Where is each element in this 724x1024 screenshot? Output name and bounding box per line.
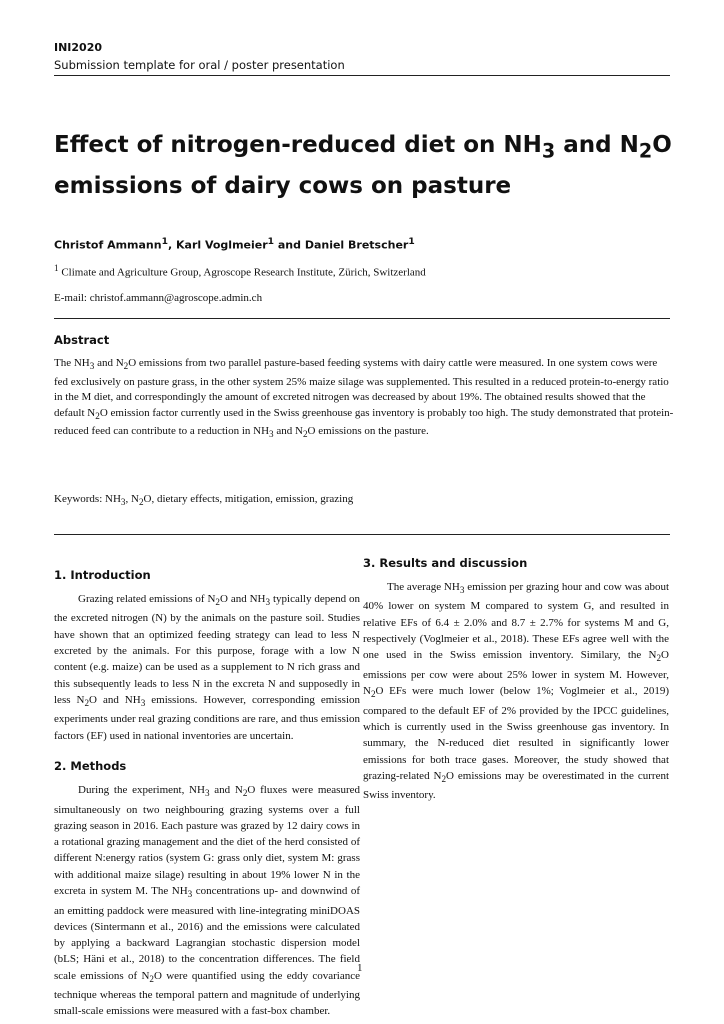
introduction-paragraph xyxy=(54,591,360,744)
abstract-body xyxy=(54,356,674,443)
affiliation xyxy=(54,263,426,279)
abstract-text-1: The NH xyxy=(54,357,90,369)
template-subtitle: Submission template for oral / poster presentation xyxy=(54,58,345,72)
intro-text-3: typically depend on the excreted nitrogen (N) by the animals on the pasture soil. Studies have shown that an optimized feeding strategy can lead to less N excreted by the animals. For this purpose, forage with a low N content (e.g. maize) can be used as a supplement to N rich grass and this subsequently leads to less N in the excreta N and supposedly in less N xyxy=(54,593,360,706)
results-text-2: emission per grazing hour and cow was about 40% lower on system M compared to system G, and resulted in relative EFs of 6.4 ± 2.0% and 8.7 ± 2.7% for systems M and G, respectively (Voglmeier et al., 2018). These EFs agree well with the one used in the Swiss emission inventory. Similary, the N xyxy=(363,581,670,662)
keywords-sub: 3 xyxy=(120,497,126,508)
intro-text-4: O and NH xyxy=(89,693,141,706)
right-column xyxy=(363,555,669,804)
keywords-text-1: Keywords: NH xyxy=(54,493,121,505)
methods-text-5: O were quantified using the eddy covariance technique whereas the temporal pattern and magnitude of underlying small-scale emissions were measured with a fast-box chamber. xyxy=(54,969,361,1018)
author-2: , Karl Voglmeier xyxy=(167,238,268,252)
results-text-4: O EFs were much lower (below 1%; Voglmeier et al., 2019) compared to the default EF of 2% provided by the IPCC guidelines, which is currently used in the Swiss greenhouse gas inventory. In summary, the N-reduced diet resulted in significantly lower emissions for both trace gases. Moreover, the study showed that grazing-related N xyxy=(363,685,669,782)
paper-title xyxy=(54,128,694,204)
author-3-sup: 1 xyxy=(408,236,415,247)
keywords-text-3: O, dietary effects, mitigation, emission, grazing xyxy=(143,493,354,505)
author-1-sup: 1 xyxy=(161,236,168,247)
abstract-text-6: O emissions on the pasture. xyxy=(307,425,429,438)
keywords-sub: 2 xyxy=(138,497,144,508)
methods-text-4: concentrations up- and downwind of an emitting paddock were measured with line-integrating miniDOAS devices (Sintermann et al., 2016) and the emissions were calculated by applying a backward Lagrangian stochastic dispersion model (bLS; Häni et al., 2018) to the concentration differences. The field scale emissions of N xyxy=(54,885,360,982)
methods-sub: 3 xyxy=(187,889,193,900)
left-column xyxy=(54,555,360,1020)
abstract-text-4: O emission factor currently used in the Swiss greenhouse gas inventory is probably too high. The study demonstrated that protein-reduced feed can contribute to a reduction in NH xyxy=(54,406,674,438)
results-heading: 3. Results and discussion xyxy=(363,556,528,570)
results-text-5: O emissions may be overestimated in the current Swiss inventory. xyxy=(363,769,670,802)
methods-sub: 2 xyxy=(149,973,154,984)
title-sub-3: 3 xyxy=(541,139,556,163)
keywords-text-2: , N xyxy=(125,493,139,505)
results-sub: 2 xyxy=(370,689,376,700)
methods-text-2: and N xyxy=(209,784,243,797)
intro-sub: 2 xyxy=(84,698,90,709)
keywords-divider xyxy=(54,534,670,535)
conference-name: INI2020 xyxy=(54,41,103,54)
author-2-sup: 1 xyxy=(267,236,275,247)
intro-sub: 2 xyxy=(215,597,220,608)
author-list xyxy=(54,236,415,252)
methods-paragraph-part1 xyxy=(54,782,360,1020)
results-sub: 2 xyxy=(441,774,447,785)
header-divider xyxy=(54,75,670,76)
abstract-heading: Abstract xyxy=(54,333,110,347)
affiliation-sup: 1 xyxy=(54,263,59,273)
results-text-3: O emissions per cow were about 25% lower in system M. However, N xyxy=(363,649,669,698)
intro-text-5: emissions. However, corresponding emission experiments under real grazing conditions are rare, and thus emission factors (EF) used in national inventories are uncertain. xyxy=(54,693,361,742)
abstract-text-5: and N xyxy=(273,425,303,438)
abstract-text-3: O emissions from two parallel pasture-based feeding systems with dairy cattle were measured. In one system cows were fed exclusively on pasture grass, in the other system 25% maize silage was supplemented. This resulted in a reduced protein-to-energy ratio in the M diet, and correspondingly the amount of excreted nitrogen was decreased by about 19%. The obtained results showed that the default N xyxy=(54,357,669,419)
methods-text-1: During the experiment, NH xyxy=(78,784,205,797)
methods-sub: 2 xyxy=(242,788,248,799)
abstract-sub: 3 xyxy=(269,429,274,440)
abstract-text-2: and N xyxy=(94,357,124,369)
abstract-sub: 2 xyxy=(95,410,100,421)
keywords xyxy=(54,493,353,507)
contact-email: E-mail: christof.ammann@agroscope.admin.ch xyxy=(54,292,263,304)
title-line1-suffix: O xyxy=(652,132,672,158)
author-3: and Daniel Bretscher xyxy=(274,238,409,252)
title-line1-mid: and N xyxy=(555,132,639,158)
methods-heading: 2. Methods xyxy=(54,759,127,774)
methods-text-3: O fluxes were measured simultaneously on two neighbouring grazing systems over a full grazing season in 2016. Each pasture was grazed by 12 dairy cows in a rotational grazing management and the diet of the herd consisted of different N:energy ratios (system G: grass only diet, system M: grass with additional maize silage) resulting in about 19% lower N in the excreta in system M. The NH xyxy=(54,784,360,898)
abstract-sub: 2 xyxy=(123,361,129,372)
abstract-divider xyxy=(54,318,670,319)
methods-sub: 3 xyxy=(204,788,210,799)
results-sub: 2 xyxy=(656,653,662,664)
intro-text-2: O and NH xyxy=(219,593,266,605)
title-line1-prefix: Effect of nitrogen-reduced diet on NH xyxy=(54,132,542,158)
intro-sub: 3 xyxy=(265,597,271,608)
intro-sub: 3 xyxy=(140,698,146,709)
results-sub: 3 xyxy=(459,585,465,596)
page-number: 1 xyxy=(357,962,363,974)
affiliation-text: Climate and Agriculture Group, Agroscope Research Institute, Zürich, Switzerland xyxy=(58,266,426,279)
abstract-sub: 2 xyxy=(302,429,308,440)
title-line2: emissions of dairy cows on pasture xyxy=(54,172,512,199)
abstract-sub: 3 xyxy=(89,361,95,372)
introduction-heading: 1. Introduction xyxy=(54,568,151,582)
intro-text-1: Grazing related emissions of N xyxy=(78,593,216,605)
title-sub-2: 2 xyxy=(638,139,653,163)
results-paragraph xyxy=(363,579,669,804)
results-text-1: The average NH xyxy=(387,581,460,593)
author-1: Christof Ammann xyxy=(54,238,162,252)
